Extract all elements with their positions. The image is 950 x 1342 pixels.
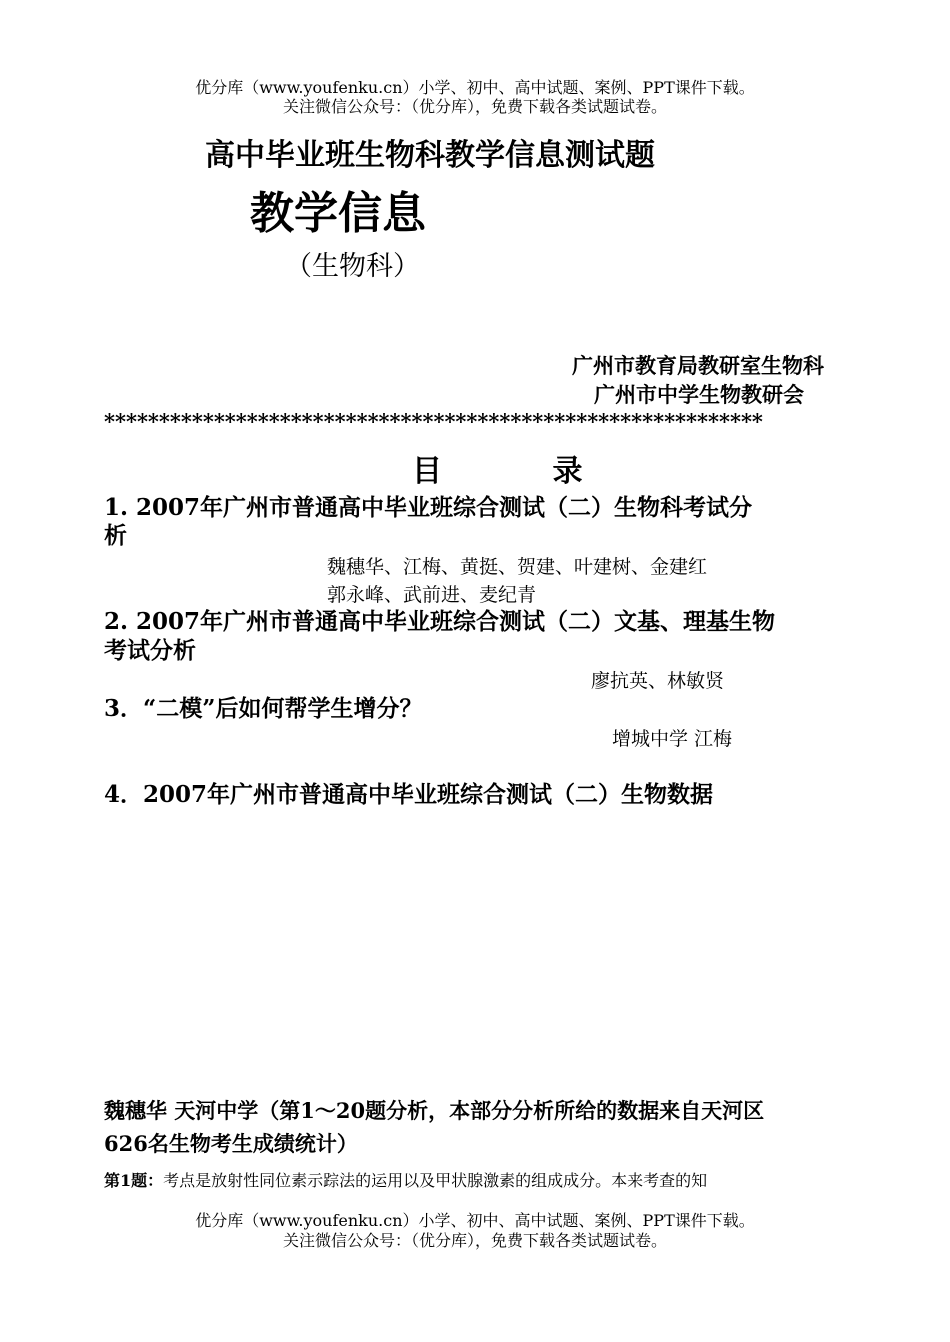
star-divider: ************************************************************ — [104, 409, 763, 434]
toc-item-1-title: 1. 2007年广州市普通高中毕业班综合测试（二）生物科考试分 — [104, 494, 753, 521]
toc-heading: 目 录 — [412, 454, 633, 489]
toc-item-3-title: 3．“二模”后如何帮学生增分？ — [104, 695, 423, 722]
organization-1: 广州市教育局教研室生物科 — [572, 353, 824, 378]
header-line-1: 优分库（www.youfenku.cn）小学、初中、高中试题、案例、PPT课件下载。 — [195, 78, 755, 97]
subject-label: （生物科） — [285, 251, 420, 282]
toc-item-3-authors: 增城中学 江梅 — [612, 728, 733, 750]
toc-item-1-authors: 魏穗华、江梅、黄挺、贺建、叶建树、金建红 — [327, 556, 708, 578]
document-title: 高中毕业班生物科教学信息测试题 — [205, 138, 655, 173]
toc-item-1-authors-cont: 郭永峰、武前进、麦纪青 — [327, 584, 537, 606]
section-intro-line-1: 魏穗华 天河中学（第1～20题分析，本部分分析所给的数据来自天河区 — [104, 1098, 765, 1123]
question-1-line — [104, 1168, 707, 1191]
organization-2: 广州市中学生物教研会 — [594, 382, 804, 407]
footer-line-1: 优分库（www.youfenku.cn）小学、初中、高中试题、案例、PPT课件下载。 — [195, 1211, 755, 1230]
footer-line-2: 关注微信公众号：（优分库），免费下载各类试题试卷。 — [282, 1231, 667, 1250]
main-title: 教学信息 — [250, 188, 426, 239]
question-1-text: 考点是放射性同位素示踪法的运用以及甲状腺激素的组成成分。本来考查的知 — [163, 1171, 708, 1190]
section-intro-line-2: 626名生物考生成绩统计） — [104, 1131, 358, 1156]
toc-item-1-title-cont: 析 — [104, 522, 127, 549]
header-line-2: 关注微信公众号：（优分库），免费下载各类试题试卷。 — [282, 97, 667, 116]
toc-item-2-title: 2. 2007年广州市普通高中毕业班综合测试（二）文基、理基生物 — [104, 608, 776, 635]
toc-item-2-authors: 廖抗英、林敏贤 — [591, 670, 725, 692]
toc-item-2-title-cont: 考试分析 — [104, 637, 196, 664]
question-1-label: 第1题： — [104, 1171, 164, 1190]
toc-item-4-title: 4．2007年广州市普通高中毕业班综合测试（二）生物数据 — [104, 781, 714, 808]
